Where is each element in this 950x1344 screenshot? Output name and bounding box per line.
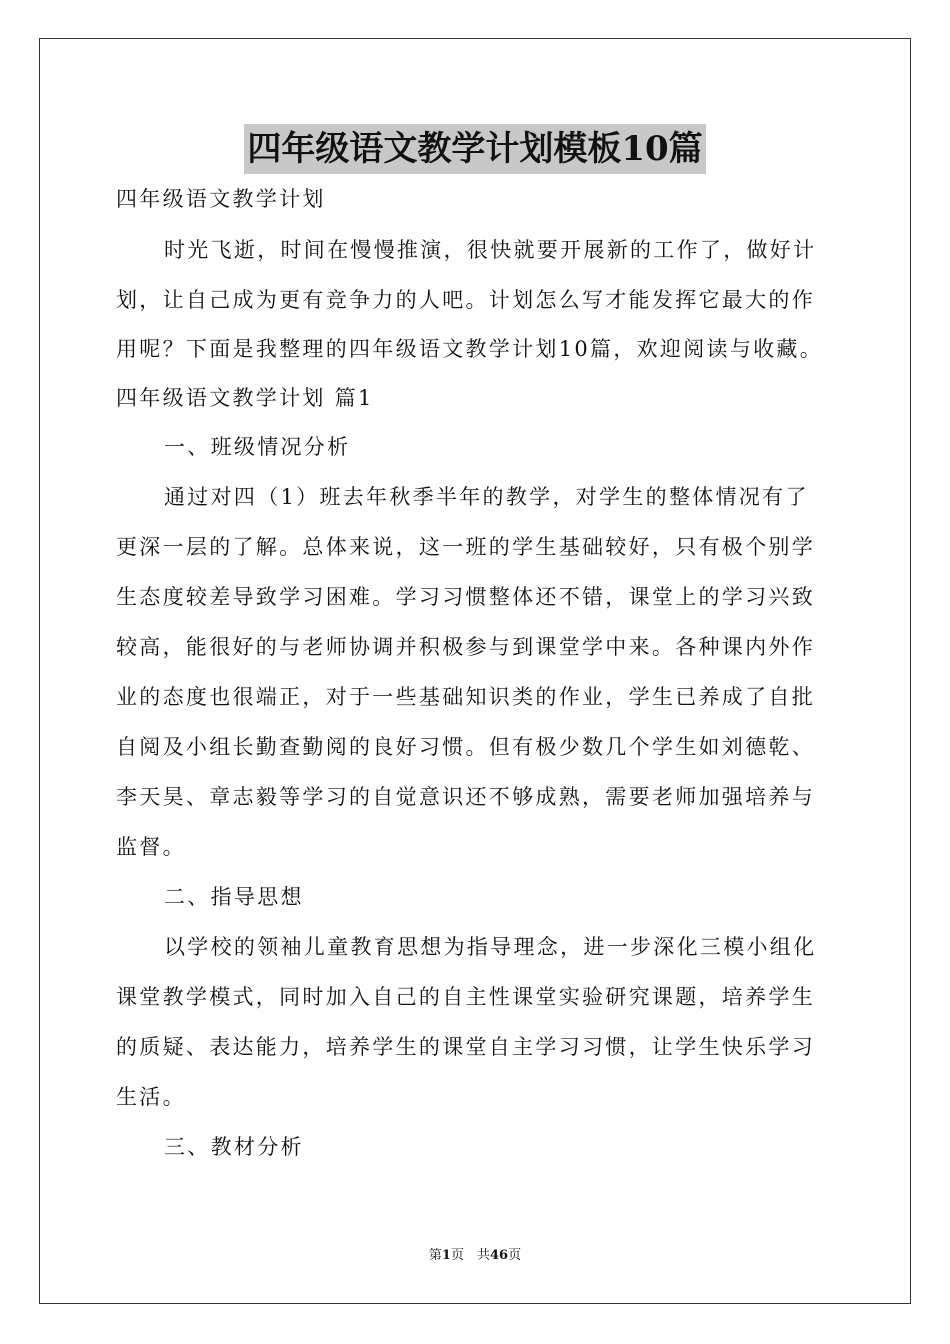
section-heading-1: 一、班级情况分析: [164, 435, 351, 459]
page-number-prefix: 第: [428, 1248, 442, 1263]
paragraph-line: 生态度较差导致学习困难。学习习惯整体还不错，课堂上的学习兴致: [116, 585, 815, 609]
paragraph-line: 生活。: [116, 1085, 186, 1109]
paragraph-line: 的质疑、表达能力，培养学生的课堂自主学习习惯，让学生快乐学习: [116, 1035, 815, 1059]
intro-line-1: 时光飞逝，时间在慢慢推演，很快就要开展新的工作了，做好计: [164, 238, 817, 262]
total-page-count: 46: [489, 1248, 509, 1263]
paragraph-line: 通过对四（1）班去年秋季半年的教学，对学生的整体情况有了: [164, 485, 809, 509]
intro-line-2: 划，让自己成为更有竞争力的人吧。计划怎么写才能发挥它最大的作: [116, 288, 815, 312]
page-border: [39, 38, 911, 1304]
paragraph-line: 业的态度也很端正，对于一些基础知识类的作业，学生已养成了自批: [116, 685, 815, 709]
page-number-suffix: 页: [508, 1248, 522, 1263]
section-heading-3: 三、教材分析: [164, 1135, 304, 1159]
document-title: 四年级语文教学计划模板10篇: [244, 124, 705, 174]
paragraph-line: 较高，能很好的与老师协调并积极参与到课堂学中来。各种课内外作: [116, 635, 815, 659]
paragraph-line: 李天昊、章志毅等学习的自觉意识还不够成熟，需要老师加强培养与: [116, 785, 815, 809]
article-heading: 四年级语文教学计划 篇1: [116, 386, 374, 410]
paragraph-line: 课堂教学模式，同时加入自己的自主性课堂实验研究课题，培养学生: [116, 985, 815, 1009]
intro-line-3: 用呢？下面是我整理的四年级语文教学计划10篇，欢迎阅读与收藏。: [116, 337, 824, 361]
paragraph-line: 更深一层的了解。总体来说，这一班的学生基础较好，只有极个别学: [116, 535, 815, 559]
page-footer: [0, 1247, 950, 1265]
paragraph-line: 监督。: [116, 835, 186, 859]
doc-subtitle: 四年级语文教学计划: [116, 187, 326, 211]
paragraph-line: 自阅及小组长勤查勤阅的良好习惯。但有极少数几个学生如刘德乾、: [116, 735, 815, 759]
page-number-middle: 页 共: [450, 1248, 490, 1263]
current-page-number: 1: [441, 1248, 451, 1263]
paragraph-line: 以学校的领袖儿童教育思想为指导理念，进一步深化三模小组化: [164, 935, 817, 959]
title-area: [0, 124, 950, 174]
section-heading-2: 二、指导思想: [164, 885, 304, 909]
